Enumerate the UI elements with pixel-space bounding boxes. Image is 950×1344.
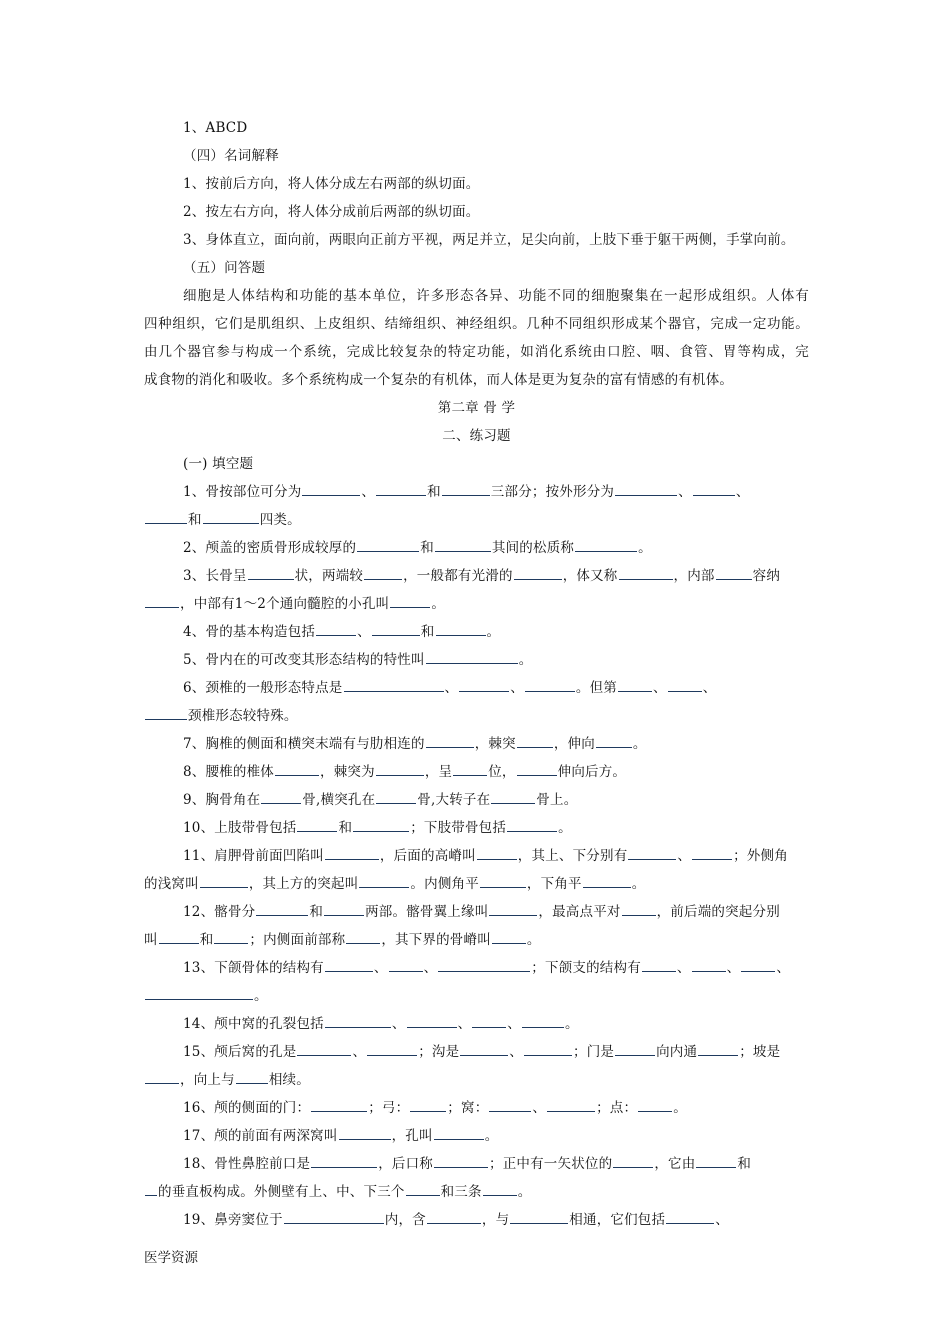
question-2: 2、颅盖的密质骨形成较厚的 和 其间的松质称 。 — [183, 540, 652, 556]
answer-blank[interactable] — [692, 847, 732, 860]
question-6-line-2: 颈椎形态较特殊。 — [144, 706, 809, 726]
answer-blank[interactable] — [426, 651, 518, 664]
question-11-line-2: 的浅窝叫 ，其上方的突起叫 。内侧角平 ，下角平 。 — [144, 876, 646, 892]
answer-blank[interactable] — [297, 819, 337, 832]
question-7: 7、胸椎的侧面和横突末端有与肋相连的 ，棘突 ，伸向 。 — [183, 736, 647, 752]
answer-blank[interactable] — [200, 875, 248, 888]
answer-blank[interactable] — [435, 539, 491, 552]
answer-blank[interactable] — [376, 791, 416, 804]
answer-blank[interactable] — [628, 847, 676, 860]
section-four-title: （四）名词解释 — [183, 148, 279, 164]
answer-blank[interactable] — [436, 623, 486, 636]
answer-blank[interactable] — [426, 735, 474, 748]
question-3-line-1: 3、长骨呈 状，两端较 ，一般都有光滑的 ，体又称 ，内部 容纳 — [183, 568, 781, 584]
definition-2: 2、按左右方向，将人体分成前后两部的纵切面。 — [183, 204, 480, 220]
answer-blank[interactable] — [389, 959, 423, 972]
answer-blank[interactable] — [517, 763, 557, 776]
answer-blank[interactable] — [638, 1099, 672, 1112]
answer-blank[interactable] — [248, 567, 294, 580]
question-14: 14、颅中窝的孔裂包括 、 、 、 。 — [183, 1016, 579, 1032]
fill-in-title: (一) 填空题 — [183, 456, 254, 472]
answer-blank[interactable] — [583, 875, 631, 888]
answer-blank[interactable] — [477, 847, 517, 860]
answer-blank[interactable] — [353, 819, 409, 832]
answer-blank[interactable] — [390, 595, 430, 608]
question-11-line-1: 11、肩胛骨前面凹陷叫 ，后面的高嵴叫 ，其上、下分别有 、 ；外侧角 — [183, 848, 788, 864]
answer-blank[interactable] — [483, 1183, 517, 1196]
question-10: 10、上肢带骨包括 和 ；下肢带骨包括 。 — [183, 820, 572, 836]
answer-blank[interactable] — [427, 1211, 481, 1224]
answer-blank[interactable] — [302, 483, 360, 496]
answer-blank[interactable] — [145, 511, 187, 524]
question-9: 9、胸骨角在 骨,横突孔在 骨,大转子在 骨上。 — [183, 792, 578, 808]
answer-blank[interactable] — [406, 1183, 440, 1196]
answer-blank[interactable] — [434, 1127, 484, 1140]
answer-blank[interactable] — [145, 1071, 179, 1084]
question-18-line-1: 18、骨性鼻腔前口是 ，后口称 ；正中有一矢状位的 ，它由 和 — [183, 1156, 752, 1172]
answer-blank[interactable] — [460, 1043, 508, 1056]
answer-blank[interactable] — [524, 1043, 572, 1056]
question-16: 16、颅的侧面的门： ；弓： ；窝： 、 ；点： 。 — [183, 1100, 687, 1116]
question-19: 19、鼻旁窦位于 内，含 ，与 相通，它们包括 、 — [183, 1212, 729, 1228]
essay-line-2: 四种组织，它们是肌组织、上皮组织、结缔组织、神经组织。几种不同组织形成某个器官，完成一定功能。 — [144, 316, 809, 332]
answer-blank[interactable] — [145, 595, 179, 608]
answer-blank[interactable] — [214, 931, 248, 944]
answer-blank[interactable] — [459, 679, 509, 692]
answer-blank[interactable] — [261, 791, 301, 804]
answer-blank[interactable] — [615, 483, 677, 496]
answer-blank[interactable] — [693, 483, 735, 496]
answer-blank[interactable] — [325, 847, 379, 860]
answer-blank[interactable] — [357, 539, 419, 552]
question-18-line-2: 的垂直板构成。外侧壁有上、中、下三个 和三条 。 — [144, 1182, 809, 1202]
question-12-line-1: 12、髂骨分 和 两部。髂骨翼上缘叫 ，最高点平对 ，前后端的突起分别 — [183, 904, 780, 920]
answer-blank[interactable] — [514, 567, 562, 580]
answer-blank[interactable] — [619, 567, 673, 580]
answer-blank[interactable] — [236, 1071, 268, 1084]
answer-blank[interactable] — [517, 735, 553, 748]
answer-blank[interactable] — [284, 1211, 384, 1224]
question-13-line-2: 。 — [144, 986, 809, 1006]
question-13-line-1: 13、下颌骨体的结构有 、 、 ；下颌支的结构有 、 、 、 — [183, 960, 791, 976]
answer-blank[interactable] — [692, 959, 726, 972]
answer-blank[interactable] — [339, 1127, 391, 1140]
answer-blank[interactable] — [145, 987, 253, 1000]
answer-blank[interactable] — [668, 679, 702, 692]
answer-blank[interactable] — [510, 1211, 568, 1224]
answer-blank[interactable] — [367, 1043, 417, 1056]
answer-blank[interactable] — [615, 1043, 655, 1056]
question-6-line-1: 6、颈椎的一般形态特点是 、 、 。但第 、 、 — [183, 680, 717, 696]
answer-blank[interactable] — [359, 875, 409, 888]
answer-blank[interactable] — [696, 1155, 736, 1168]
answer-blank[interactable] — [741, 959, 775, 972]
answer-blank[interactable] — [376, 483, 426, 496]
answer-blank[interactable] — [434, 1155, 488, 1168]
answer-blank[interactable] — [297, 1043, 351, 1056]
answer-blank[interactable] — [472, 1015, 506, 1028]
answer-blank[interactable] — [325, 1015, 391, 1028]
question-15-line-1: 15、颅后窝的孔是 、 ；沟是 、 ；门是 向内通 ；坡是 — [183, 1044, 781, 1060]
answer-blank[interactable] — [410, 1099, 446, 1112]
answer-blank[interactable] — [346, 931, 380, 944]
answer-blank[interactable] — [311, 1155, 377, 1168]
essay-line-4: 成食物的消化和吸收。多个系统构成一个复杂的有机体，而人体是更为复杂的富有情感的有机体。 — [144, 372, 734, 388]
answer-blank[interactable] — [613, 1155, 653, 1168]
answer-blank[interactable] — [438, 959, 530, 972]
answer-blank[interactable] — [622, 903, 656, 916]
answer-blank[interactable] — [203, 511, 259, 524]
answer-blank[interactable] — [324, 903, 364, 916]
mc-answer: 1、ABCD — [183, 120, 248, 136]
answer-blank[interactable] — [364, 567, 402, 580]
answer-blank[interactable] — [311, 1099, 367, 1112]
answer-blank[interactable] — [145, 707, 187, 720]
essay-line-1: 细胞是人体结构和功能的基本单位，许多形态各异、功能不同的细胞聚集在一起形成组织。人体有 — [183, 288, 809, 304]
question-3-line-2: ，中部有1～2个通向髓腔的小孔叫 。 — [144, 594, 809, 614]
answer-blank[interactable] — [666, 1211, 714, 1224]
answer-blank[interactable] — [525, 679, 575, 692]
answer-blank[interactable] — [491, 791, 535, 804]
answer-blank[interactable] — [492, 931, 526, 944]
answer-blank[interactable] — [480, 875, 526, 888]
answer-blank[interactable] — [344, 679, 444, 692]
chapter-subtitle: 二、练习题 — [442, 428, 511, 444]
answer-blank[interactable] — [642, 959, 676, 972]
answer-blank[interactable] — [618, 679, 652, 692]
answer-blank[interactable] — [489, 903, 537, 916]
answer-blank[interactable] — [453, 763, 487, 776]
answer-blank[interactable] — [159, 931, 199, 944]
question-12-line-2: 叫 和 ；内侧面前部称 ，其下界的骨嵴叫 。 — [144, 932, 541, 948]
answer-blank[interactable] — [522, 1015, 564, 1028]
answer-blank[interactable] — [407, 1015, 457, 1028]
section-five-title: （五）问答题 — [183, 260, 266, 276]
answer-blank[interactable] — [716, 567, 752, 580]
answer-blank[interactable] — [575, 539, 637, 552]
answer-blank[interactable] — [442, 483, 490, 496]
question-8: 8、腰椎的椎体 ，棘突为 ，呈 位， 伸向后方。 — [183, 764, 627, 780]
answer-blank[interactable] — [547, 1099, 595, 1112]
answer-blank[interactable] — [145, 1183, 157, 1196]
page-footer: 医学资源 — [144, 1250, 198, 1266]
answer-blank[interactable] — [376, 763, 424, 776]
essay-line-3: 由几个器官参与构成一个系统，完成比较复杂的特定功能，如消化系统由口腔、咽、食管、胃等构成，完 — [144, 344, 809, 360]
answer-blank[interactable] — [372, 623, 420, 636]
question-4: 4、骨的基本构造包括 、 和 。 — [183, 624, 501, 640]
answer-blank[interactable] — [698, 1043, 738, 1056]
question-17: 17、颅的前面有两深窝叫 ，孔叫 。 — [183, 1128, 499, 1144]
question-5: 5、骨内在的可改变其形态结构的特性叫 。 — [183, 652, 533, 668]
chapter-title: 第二章 骨 学 — [437, 400, 516, 416]
question-15-line-2: ，向上与 相续。 — [144, 1070, 809, 1090]
answer-blank[interactable] — [596, 735, 632, 748]
answer-blank[interactable] — [507, 819, 557, 832]
question-1-line-1: 1、骨按部位可分为 、 和 三部分；按外形分为 、 、 — [183, 484, 750, 500]
answer-blank[interactable] — [256, 903, 308, 916]
answer-blank[interactable] — [489, 1099, 531, 1112]
answer-blank[interactable] — [275, 763, 319, 776]
answer-blank[interactable] — [316, 623, 356, 636]
question-1-line-2: 和 四类。 — [144, 510, 809, 530]
definition-3: 3、身体直立，面向前，两眼向正前方平视，两足并立，足尖向前，上肢下垂于躯干两侧，手掌向前。 — [183, 232, 795, 248]
answer-blank[interactable] — [325, 959, 373, 972]
definition-1: 1、按前后方向，将人体分成左右两部的纵切面。 — [183, 176, 480, 192]
